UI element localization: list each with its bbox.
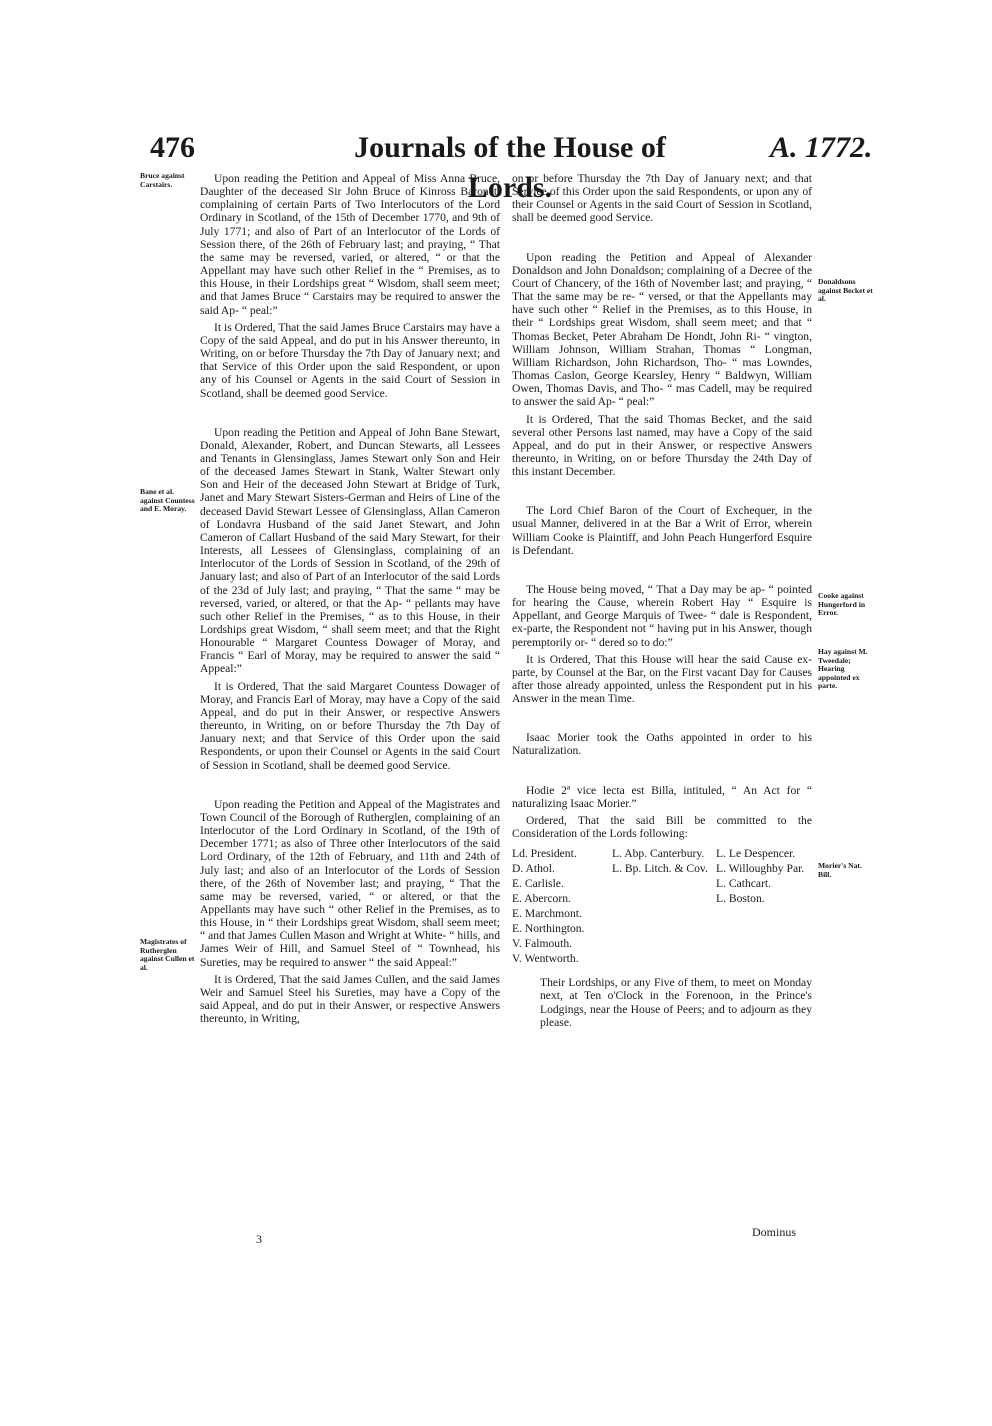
entry-paragraph: It is Ordered, That the said James Cullen, and the said James Weir and Samuel Steel his Sureties, may have a Copy of the said Appeal, and do put in their Answer, or respective Answers thereunto, in Writing,: [200, 972, 500, 1026]
lord-name: E. Abercorn.: [512, 892, 571, 906]
entry-paragraph: It is Ordered, That the said James Bruce Carstairs may have a Copy of the said Appeal, and do put in his Answer thereunto, in Writing, on or before Thursday the 7th Day of January next; and that Service of this Order upon the said Respondent, or upon any of his Counsel or Agents in the said Court of Session in Scotland, shall be deemed good Service.: [200, 320, 500, 400]
entry-paragraph: It is Ordered, That this House will hear the said Cause ex-parte, by Counsel at the Bar, on the First vacant Day for Causes after those already appointed, unless the Respondent put in his Answer in the mean Time.: [512, 652, 812, 706]
entry-paragraph: Ordered, That the said Bill be committed to the Consideration of the Lords following:: [512, 813, 812, 841]
entry-paragraph: Upon reading the Petition and Appeal of the Magistrates and Town Council of the Borough of Rutherglen, complaining of an Interlocutor of the Lord Ordinary in Scotland, of the 19th of December 1771; as also of Three other Interlocutors of the said Lord Ordinary, of the 12th of February, and 11th and 24th of July last; and also of an Interlocutor of the Lords of Session there, of the 26th of November last; and praying, “ That the same may be reversed, varied, “ or altered, or that the Appellants may have such “ other Relief in the Premises, as to this House, in “ their Lordships great Wisdom, shall seem meet; “ and that James Cullen Mason and Wright at White- “ hills, and James Weir of Hill, and Samuel Steel of “ Townhead, his Sureties, may be required to answer “ the said Appeal:”: [200, 797, 500, 969]
margin-note: Bruce against Carstairs.: [140, 171, 185, 189]
entry-paragraph: Their Lordships, or any Five of them, to meet on Monday next, at Ten o'Clock in the Forenoon, in the Prince's Lodgings, near the House of Peers; and to adjourn as they please.: [540, 976, 812, 1029]
entry-paragraph: on or before Thursday the 7th Day of January next; and that Service of this Order upon the said Respondents, or upon any of their Counsel or Agents in the said Court of Session in Scotland, shall be deemed good Service.: [512, 172, 812, 225]
entry-paragraph: The House being moved, “ That a Day may be ap- “ pointed for hearing the Cause, wherein Robert Hay “ Esquire is Appellant, and George Marquis of Twee- “ dale is Respondent, ex-parte, the Respondent not “ having put in his Answer, though peremptorily or- “ dered so to do:”: [512, 582, 812, 649]
entry-cooke: [512, 504, 812, 557]
margin-note: Hay against M. Tweedale; Hearing appointed ex parte.: [818, 647, 868, 691]
committee-lords-list: [512, 846, 812, 966]
adjournment-order: [512, 976, 812, 1029]
entry-paragraph: Upon reading the Petition and Appeal of Miss Anna Bruce, Daughter of the deceased Sir John Bruce of Kinross Baronet, complaining of certain Parts of Two Interlocutors of the Lord Ordinary in Scotland, of the 15th of December 1770, and 9th of July 1771; and also of Part of an Interlocutor of the Lords of Session there, of the 26th of February last; and praying, “ That the same may be reversed, varied, or altered, “ or that the Appellant may have such other Relief in the “ Premises, as to this House, in their Lordships great “ Wisdom, shall seem meet; and that James Bruce “ Carstairs may be required to answer the said Ap- “ peal:”: [200, 172, 500, 317]
entry-paragraph: Hodie 2ª vice lecta est Billa, intituled, “ An Act for “ naturalizing Isaac Morier.”: [512, 783, 812, 810]
entry-morier-bill: [512, 784, 812, 841]
lord-name: E. Carlisle.: [512, 877, 564, 891]
lord-name: L. Willoughby Par.: [716, 862, 805, 876]
lord-name: V. Falmouth.: [512, 937, 573, 951]
page-number: 476: [150, 131, 195, 164]
margin-note: Magistrates of Rutherglen against Cullen et al.: [140, 937, 195, 972]
lord-name: V. Wentworth.: [512, 952, 579, 966]
lord-name: L. Cathcart.: [716, 877, 772, 891]
entry-bane: [200, 426, 500, 772]
lord-name: L. Bp. Litch. & Cov.: [612, 862, 708, 876]
entry-paragraph: It is Ordered, That the said Margaret Countess Dowager of Moray, and Francis Earl of Moray, may have a Copy of the said Appeal, and do put in their Answer, or respective Answers thereunto, in Writing, on or before Thursday the 7th Day of January next; and that Service of this Order upon the said Respondents, or upon their Counsel or Agents in the said Court of Session in Scotland, shall be deemed good Service.: [200, 679, 500, 772]
entry-continued: [512, 172, 812, 225]
lord-name: Ld. President.: [512, 847, 577, 861]
margin-note: Cooke against Hungerford in Error.: [818, 591, 866, 618]
lord-name: L. Le Despencer.: [716, 847, 796, 861]
lord-name: L. Boston.: [716, 892, 765, 906]
entry-hay: [512, 583, 812, 705]
running-title: Journals of the House of Lords.: [354, 131, 666, 204]
lord-name: L. Abp. Canterbury.: [612, 847, 705, 861]
entry-paragraph: It is Ordered, That the said Thomas Becket, and the said several other Persons last named, may have a Copy of the said Appeal, and do put in their Answer, or respective Answers thereunto, in Writing, on or before Thursday the 24th Day of this instant December.: [512, 412, 812, 479]
margin-note: Morier's Nat. Bill.: [818, 861, 862, 879]
entry-paragraph: Isaac Morier took the Oaths appointed in order to his Naturalization.: [512, 731, 812, 758]
left-column: [200, 172, 500, 1051]
entry-paragraph: Upon reading the Petition and Appeal of John Bane Stewart, Donald, Alexander, Robert, and Duncan Stewarts, all Lessees and Tenants in Glensinglass, James Stewart only Son and Heir of the deceased James Stewart in Stank, Walter Stewart only Son and Heir of the deceased John Stewart at Bridge of Turk, Janet and Mary Stewart Sisters-German and Heirs of Line of the deceased David Stewart Lessee of Glensinglass, Allan Cameron of Londavra Husband of the said Janet Stewart, and John Cameron of Callart Husband of the said Mary Stewart, for their Interests, all Lessees of Glensinglass, complaining of an Interlocutor of the Lords of Session in Scotland, of the 29th of January last; and also of Part of an Interlocutor of the said Lords of the 23d of July last; and praying, “ That the same “ may be reversed, varied, or altered, or that the Ap- “ pellants may have such other Relief in the Premises, “ as to this House, in their Lordships great Wisdom, “ shall seem meet; and that the Right Honourable “ Margaret Countess Dowager of Moray, and Francis “ Earl of Moray, may be required to answer the said “ Appeal:”: [200, 425, 500, 676]
catchword: Dominus: [752, 1225, 797, 1239]
signature-mark: 3: [256, 1232, 262, 1246]
page-year: A. 1772.: [770, 131, 873, 164]
entry-paragraph: Upon reading the Petition and Appeal of Alexander Donaldson and John Donaldson; complaining of a Decree of the Court of Chancery, of the 16th of November last; and praying, “ That the same may be re- “ versed, or that the Appellants may have such other “ Relief in the Premises, as to this House, in their “ Lordships great Wisdom, shall seem meet; and that “ Thomas Becket, Peter Abraham De Hondt, John Ri- “ vington, William Johnson, William Strahan, Thomas “ Longman, William Richardson, John Richardson, Tho- “ mas Lowndes, Thomas Caslon, George Kearsley, Henry “ Baldwyn, William Owen, Thomas Davis, and Tho- “ mas Cadell, may be required to answer the said Ap- “ peal:”: [512, 250, 812, 409]
entry-bruce: [200, 172, 500, 400]
right-column: [512, 172, 812, 1033]
lord-name: E. Marchmont.: [512, 907, 582, 921]
lord-name: D. Athol.: [512, 862, 555, 876]
lords-column: [612, 846, 716, 966]
entry-morier-oath: [512, 731, 812, 757]
lords-column: [512, 846, 612, 966]
margin-note: Bane et al. against Countess and E. Moray.: [140, 487, 195, 514]
entry-rutherglen: [200, 798, 500, 1026]
margin-note: Donaldsons against Becket et al.: [818, 277, 873, 304]
entry-donaldson: [512, 251, 812, 479]
lord-name: E. Northington.: [512, 922, 585, 936]
lords-column: [716, 846, 812, 966]
entry-paragraph: The Lord Chief Baron of the Court of Exchequer, in the usual Manner, delivered in at the Bar a Writ of Error, wherein William Cooke is Plaintiff, and John Peach Hungerford Esquire is Defendant.: [512, 504, 812, 557]
